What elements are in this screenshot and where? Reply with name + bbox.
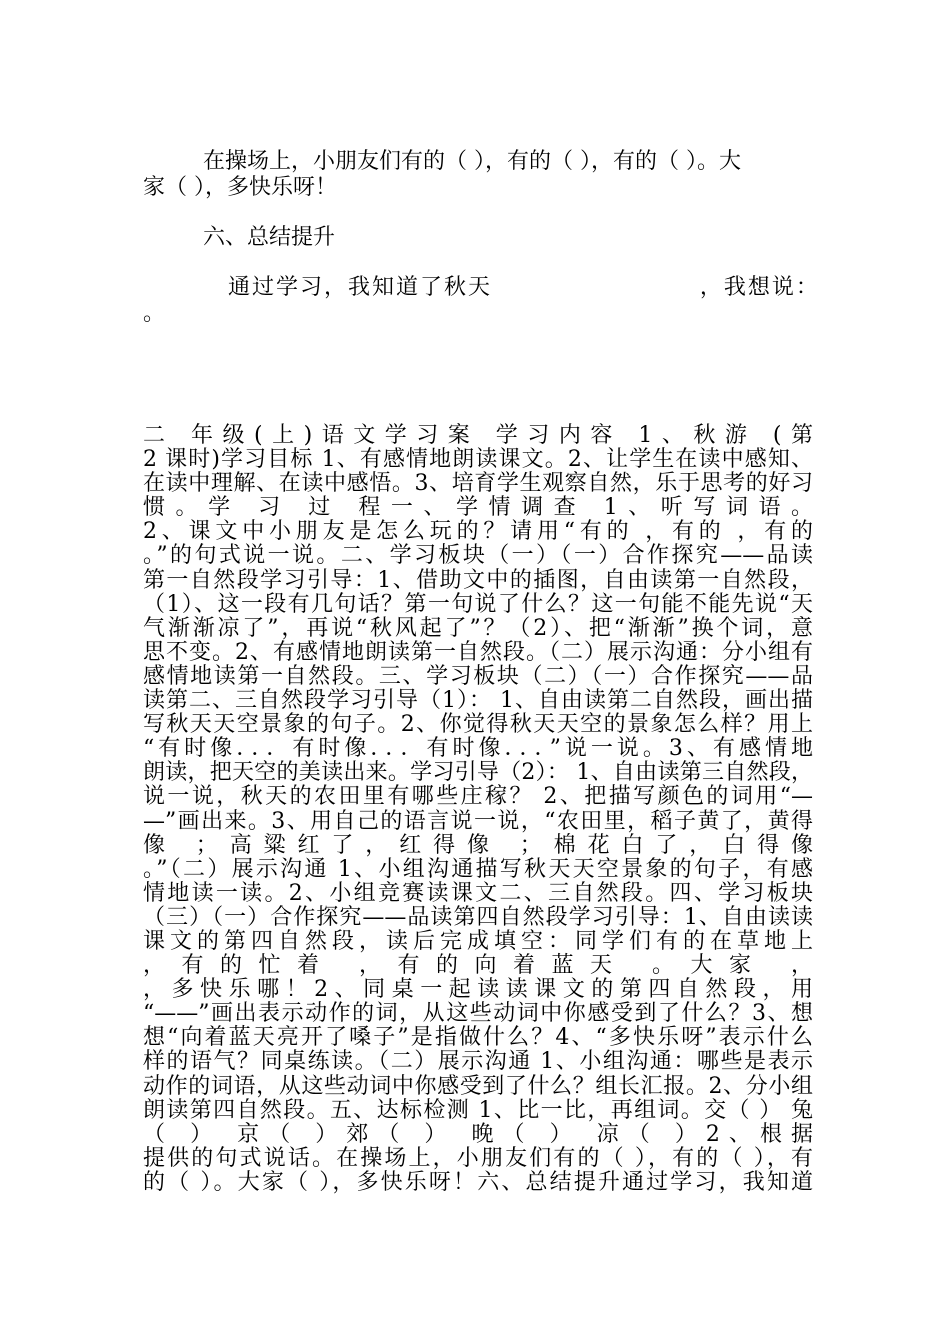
- lesson-plan-text: [143, 424, 813, 1195]
- body-text-line: 朗读第四自然段。五、达标检测 1、比一比，再组词。交（ ） 兔: [143, 1097, 813, 1123]
- body-text-line: “——”画出表示动作的词，从这些动词中你感受到了什么？3、想: [143, 1001, 813, 1027]
- body-text-line: 样的语气？同桌练读。（二）展示沟通 1、小组沟通：哪些是表示: [143, 1049, 813, 1075]
- body-text-line: 2 课时)学习目标 1、有感情地朗读课文。2、让学生在读中感知、: [143, 447, 813, 473]
- body-text-line: 读第二、三自然段学习引导（1）： 1、自由读第二自然段，画出描: [143, 688, 813, 714]
- body-text-line: 。”（二）展示沟通 1、小组沟通描写秋天天空景象的句子，有感: [143, 856, 813, 882]
- body-text-line: 气渐渐凉了”，再说“秋风起了”？（2）、把“渐渐”换个词，意: [143, 615, 813, 641]
- body-text-line: 惯。学 习 过 程一、学情调查 1、听写词语。: [143, 495, 813, 521]
- body-text-line: 想“向着蓝天亮开了嗓子”是指做什么？4、“多快乐呀”表示什么: [143, 1025, 813, 1051]
- body-text-line: 情地读一读。2、小组竞赛读课文二、三自然段。四、学习板块: [143, 880, 813, 906]
- body-text-line: ，有的忙着 ，有的向着蓝天 。大家 ，: [143, 953, 813, 979]
- body-text-line: ，多快乐哪！2、同桌一起读读课文的第四自然段，用: [143, 977, 813, 1003]
- body-text-line: （1）、这一段有几句话？第一句说了什么？这一句能不能先说“天: [143, 591, 813, 617]
- body-text-line: 的（ ）。大家（ ），多快乐呀！六、总结提升通过学习，我知道: [143, 1169, 813, 1195]
- body-text-line: 二 年级(上)语文学习案 学习内容 1、秋游 (第: [143, 423, 813, 448]
- body-text-line: 说一说，秋天的农田里有哪些庄稼？ 2、把描写颜色的词用“—: [143, 784, 813, 810]
- body-text-line: 朗读，把天空的美读出来。学习引导（2）： 1、自由读第三自然段，: [143, 760, 813, 786]
- body-text-line: —”画出来。3、用自己的语言说一说，“农田里，稻子黄了，黄得: [143, 808, 813, 834]
- paragraph-line: 通过学习，我知道了秋天 ，我想说：: [228, 275, 820, 300]
- body-text-line: 2、课文中小朋友是怎么玩的？请用“有的 ，有的 ，有的: [143, 519, 813, 545]
- body-text-line: 。”的句式说一说。二、学习板块（一）（一）合作探究——品读: [143, 543, 813, 569]
- body-text-line: 课文的第四自然段，读后完成填空：同学们有的在草地上: [143, 928, 813, 954]
- paragraph-line: 在操场上，小朋友们有的（ ），有的（ ），有的（ ）。大: [203, 149, 741, 174]
- body-text-line: （三）（一）合作探究——品读第四自然段学习引导：1、自由读读: [143, 904, 813, 930]
- paragraph-line: 家（ ），多快乐呀！: [143, 175, 337, 200]
- paragraph-line: 。: [143, 301, 166, 326]
- body-text-line: “有时像．．．有时像．．．有时像．．．”说一说。3、有感情地: [143, 736, 813, 762]
- body-text-line: 动作的词语，从这些动词中你感受到了什么？组长汇报。2、分小组: [143, 1073, 813, 1099]
- body-text-line: 第一自然段学习引导：1、借助文中的插图，自由读第一自然段，: [143, 567, 813, 593]
- body-text-line: （ ） 京（ ）郊（ ） 晚（ ） 凉（ ）2、根据: [143, 1121, 813, 1147]
- body-text-line: 像 ；高粱红了，红得像 ；棉花白了，白得像: [143, 832, 813, 858]
- body-text-line: 在读中理解、在读中感悟。3、培育学生观察自然，乐于思考的好习: [143, 471, 813, 497]
- section-heading: 六、总结提升: [203, 225, 336, 250]
- body-text-line: 感情地读第一自然段。三、学习板块（二）（一）合作探究——品: [143, 663, 813, 689]
- body-text-line: 思不变。2、有感情地朗读第一自然段。（二）展示沟通：分小组有: [143, 639, 813, 665]
- body-text-line: 写秋天天空景象的句子。2、你觉得秋天天空的景象怎么样？用上: [143, 712, 813, 738]
- body-text-line: 提供的句式说话。在操场上，小朋友们有的（ ），有的（ ），有: [143, 1145, 813, 1171]
